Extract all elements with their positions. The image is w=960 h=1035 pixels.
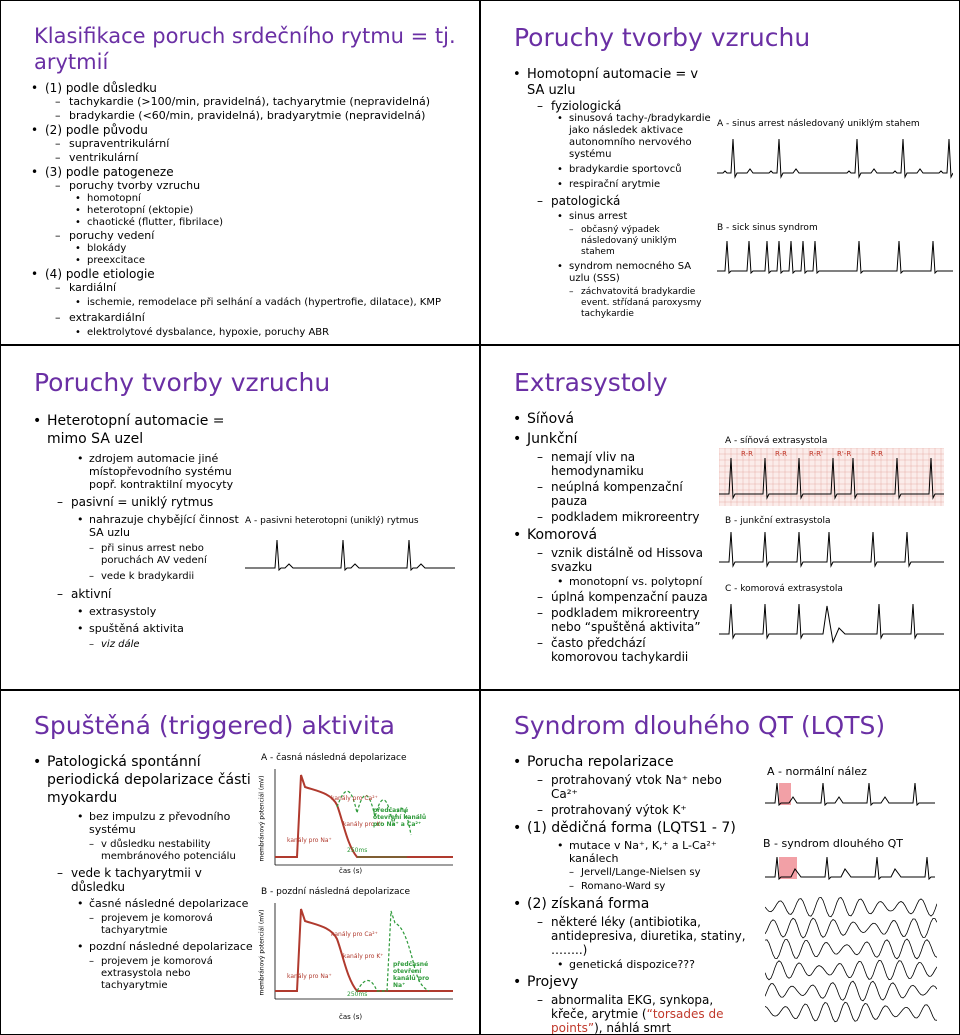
list-item: • (1) podle důsledku — [29, 81, 469, 95]
list-item: – supraventrikulární — [29, 137, 469, 151]
list-item: • sinus arrest — [511, 211, 711, 223]
list-item: • pozdní následné depolarizace — [31, 940, 256, 953]
ecg-sinus-arrest — [717, 133, 953, 183]
duration-label: 250ms — [347, 847, 368, 854]
figure-caption: B - junkční extrasystola — [725, 516, 831, 526]
list-item: – poruchy tvorby vzruchu — [29, 179, 469, 193]
rr-interval-label: R-R' — [809, 450, 823, 458]
projevy-text-end: ), náhlá smrt — [594, 1021, 672, 1035]
list-item: • Komorová — [511, 526, 716, 544]
list-item: – protrahovaný vtok Na⁺ nebo Ca²⁺ — [511, 773, 751, 801]
axis-label: čas (s) — [339, 867, 363, 875]
list-item: – patologická — [511, 194, 711, 208]
ecg-junctional-extrasystole — [719, 528, 944, 570]
list-item: – často předchází komorovou tachykardii — [511, 636, 716, 664]
torsades-trace — [765, 1002, 937, 1022]
list-item: – Romano-Ward sy — [511, 881, 751, 893]
torsades-trace — [765, 918, 937, 938]
list-item: – pasivní = uniklý rytmus — [31, 495, 241, 509]
list-item: • Heterotopní automacie = mimo SA uzel — [31, 412, 241, 448]
slide-spustena-aktivita — [0, 690, 480, 1035]
duration-label: 250ms — [347, 991, 368, 998]
list-item: – při sinus arrest nebo poruchách AV vedení — [31, 543, 241, 567]
figure-caption: B - syndrom dlouhého QT — [763, 837, 903, 850]
list-item: • ischemie, remodelace při selhání a vadách (hypertrofie, dilatace), KMP — [29, 297, 469, 309]
list-item: • Junkční — [511, 430, 716, 448]
slide-body — [29, 81, 469, 339]
slide-title: Poruchy tvorby vzruchu — [34, 368, 331, 397]
list-item: • bez impulzu z převodního systému — [31, 810, 256, 836]
torsades-trace — [765, 897, 937, 917]
slide-title: Syndrom dlouhého QT (LQTS) — [514, 711, 886, 740]
list-item: • homotopní — [29, 193, 469, 205]
slide-title: Spuštěná (triggered) aktivita — [34, 711, 395, 740]
slide-body — [31, 412, 241, 651]
list-item: – ventrikulární — [29, 151, 469, 165]
list-item: • genetická dispozice??? — [511, 959, 751, 971]
torsades-trace — [765, 939, 937, 959]
list-item: • (1) dědičná forma (LQTS1 - 7) — [511, 819, 751, 837]
axis-label: membránový potenciál (mV) — [258, 909, 266, 996]
list-item: – neúplná kompenzační pauza — [511, 480, 716, 508]
list-item: • elektrolytové dysbalance, hypoxie, poruchy ABR — [29, 327, 469, 339]
list-item: – vznik distálně od Hissova svazku — [511, 546, 716, 574]
ecg-ventricular-extrasystole — [719, 596, 944, 646]
list-item: – tachykardie (>100/min, pravidelná), tachyarytmie (nepravidelná) — [29, 95, 469, 109]
list-item: • Patologická spontánní periodická depolarizace části myokardu — [31, 753, 256, 807]
annotation: předčasné otevření kanálů pro Na⁺ — [393, 961, 430, 989]
figure-caption: C - komorová extrasystola — [725, 584, 843, 594]
list-item: • nahrazuje chybějící činnost SA uzlu — [31, 513, 241, 539]
list-item: – extrakardiální — [29, 311, 469, 325]
list-item: – záchvatovitá bradykardie event. střídaná paroxysmy tachykardie — [511, 287, 711, 320]
list-item: • časné následné depolarizace — [31, 897, 256, 910]
list-item: • (3) podle patogeneze — [29, 165, 469, 179]
ecg-long-qt — [765, 855, 935, 885]
list-item: – kardiální — [29, 281, 469, 295]
list-item: • (4) podle etiologie — [29, 267, 469, 281]
slide-poruchy-tvorby-2 — [0, 345, 480, 690]
list-item: – viz dále — [31, 639, 241, 651]
slide-poruchy-tvorby-1 — [480, 0, 960, 345]
torsades-trace — [765, 981, 937, 1001]
list-item: – v důsledku nestability membránového potenciálu — [31, 839, 256, 863]
ecg-torsades — [765, 897, 937, 1025]
list-item: – fyziologická — [511, 99, 711, 113]
list-item: • zdrojem automacie jiné místopřevodního systému popř. kontraktilní myocyty — [31, 452, 241, 491]
figure-caption: A - pasivni heterotopni (uniklý) rytmus — [245, 516, 419, 526]
list-item: • extrasystoly — [31, 605, 241, 618]
list-item: – podkladem mikroreentry nebo “spuštěná aktivita” — [511, 606, 716, 634]
list-item: – občasný výpadek následovaný uniklým stahem — [511, 225, 711, 258]
torsades-trace — [765, 960, 937, 980]
list-item: • blokády — [29, 243, 469, 255]
list-item: • preexcitace — [29, 255, 469, 267]
ecg-escape-rhythm — [245, 536, 455, 576]
slide-title: Poruchy tvorby vzruchu — [514, 23, 811, 52]
channel-label: kanály pro K⁺ — [343, 953, 384, 960]
channel-label: kanály pro Ca²⁺ — [331, 931, 378, 938]
ecg-atrial-extrasystole — [719, 448, 944, 506]
list-item: – nemají vliv na hemodynamiku — [511, 450, 716, 478]
ecg-normal-qt — [765, 781, 935, 811]
list-item: – protrahovaný výtok K⁺ — [511, 803, 751, 817]
list-item: • mutace v Na⁺, K,⁺ a L-Ca²⁺ kanálech — [511, 839, 751, 865]
list-item: – projevem je komorová tachyarytmie — [31, 913, 256, 937]
slide-body — [511, 753, 751, 1035]
figure-caption: B - pozdní následná depolarizace — [261, 887, 411, 897]
slide-body — [31, 753, 256, 992]
figure-caption: A - síňová extrasystola — [725, 436, 828, 446]
list-item: • Homotopní automacie = v SA uzlu — [511, 67, 711, 99]
list-item: • respirační arytmie — [511, 179, 711, 191]
list-item: • spuštěná aktivita — [31, 622, 241, 635]
list-item: • Porucha repolarizace — [511, 753, 751, 771]
list-item: – poruchy vedení — [29, 229, 469, 243]
slide-extrasystoly — [480, 345, 960, 690]
figure-caption: A - časná následná depolarizace — [261, 753, 407, 763]
slide-lqts — [480, 690, 960, 1035]
annotation: předčasné otevření kanálů pro Na⁺ a Ca²⁺ — [373, 807, 427, 828]
list-item: • (2) získaná forma — [511, 895, 751, 913]
slide-body — [511, 67, 711, 320]
figure-caption: A - normální nález — [767, 765, 867, 778]
list-item: • chaotické (flutter, fibrilace) — [29, 217, 469, 229]
list-item: • heterotopní (ektopie) — [29, 205, 469, 217]
axis-label: čas (s) — [339, 1013, 363, 1021]
list-item: – Jervell/Lange-Nielsen sy — [511, 867, 751, 879]
list-item: • sinusová tachy-/bradykardie jako následek aktivace autonomního nervového systému — [511, 113, 711, 161]
rr-interval-label: R-R — [741, 450, 753, 458]
list-item: • Projevy — [511, 973, 751, 991]
list-item: • Síňová — [511, 410, 716, 428]
channel-label: kanály pro Na⁺ — [287, 973, 332, 980]
list-item: – aktivní — [31, 587, 241, 601]
list-item: • (2) podle původu — [29, 123, 469, 137]
list-item: – vede k bradykardii — [31, 571, 241, 583]
slide-body — [511, 410, 716, 664]
channel-label: kanály pro Na⁺ — [287, 837, 332, 844]
slide-title: Klasifikace poruch srdečního rytmu = tj. arytmií — [34, 24, 456, 74]
rr-interval-label: R-R — [871, 450, 883, 458]
projevy-text: abnormalita EKG, synkopa, křeče, arytmie ( — [551, 993, 714, 1021]
rr-interval-label: R'-R — [837, 450, 852, 458]
ecg-sick-sinus — [717, 235, 953, 277]
list-item: – vede k tachyarytmii v důsledku — [31, 866, 256, 894]
axis-label: membránový potenciál (mV) — [258, 775, 266, 862]
figure-caption: A - sinus arrest následovaný uniklým stahem — [717, 119, 920, 129]
channel-label: kanály pro K⁺ — [343, 821, 384, 828]
figure-caption: B - sick sinus syndrom — [717, 223, 818, 233]
torsades-text: “torsades de points” — [551, 1007, 724, 1035]
slide-klasifikace — [0, 0, 480, 345]
list-item: – podkladem mikroreentry — [511, 510, 716, 524]
list-item: • syndrom nemocného SA uzlu (SSS) — [511, 261, 711, 285]
rr-interval-label: R-R — [775, 450, 787, 458]
list-item: – bradykardie (<60/min, pravidelná), bradyarytmie (nepravidelná) — [29, 109, 469, 123]
list-item: – projevem je komorová extrasystola nebo tachyarytmie — [31, 956, 256, 992]
list-item: – některé léky (antibiotika, antidepresiva, diuretika, statiny, ……..) — [511, 915, 751, 957]
list-item — [511, 993, 751, 1035]
list-item: • monotopní vs. polytopní — [511, 576, 716, 588]
slide-title: Extrasystoly — [514, 368, 668, 397]
list-item: • bradykardie sportovců — [511, 164, 711, 176]
channel-label: kanály pro Ca²⁺ — [331, 795, 378, 802]
list-item: – úplná kompenzační pauza — [511, 590, 716, 604]
